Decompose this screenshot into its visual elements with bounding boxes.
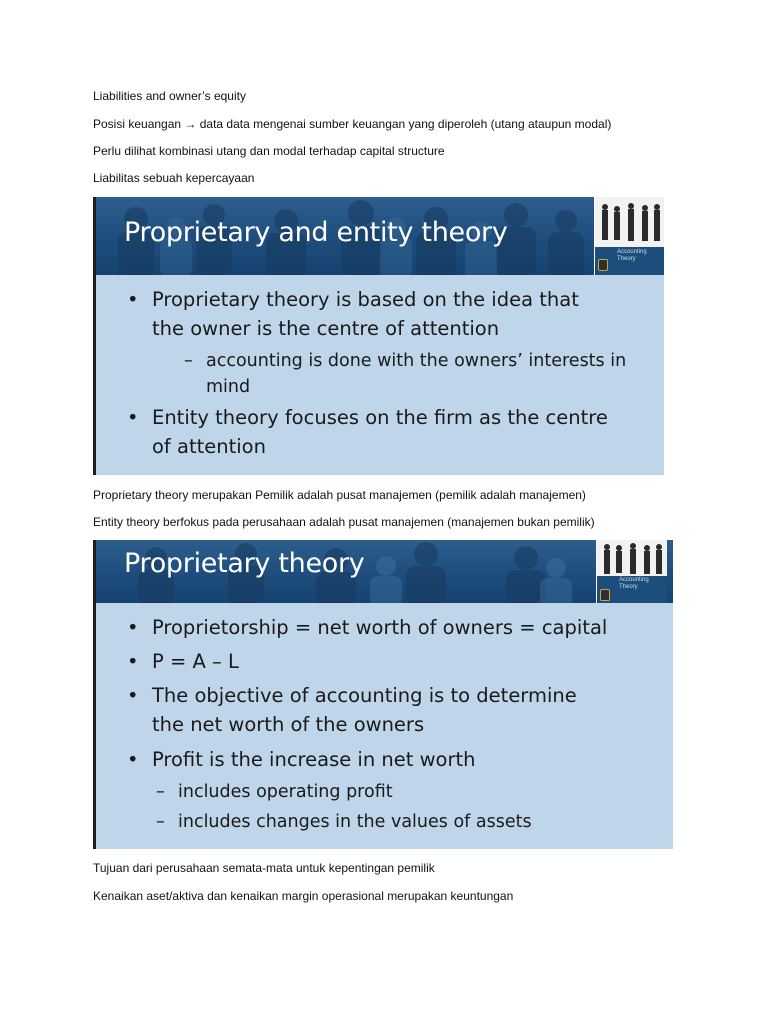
cover-photo (597, 540, 667, 576)
slide-proprietary-theory (93, 540, 673, 849)
note-financial-position: Posisi keuangan → data data mengenai sumber keuangan yang diperoleh (utang ataupun modal) (93, 117, 612, 131)
slide-header (96, 540, 673, 603)
slide-title: Proprietary theory (124, 548, 365, 579)
bullet-entity-theory: • Entity theory focuses on the firm as the centre of attention (127, 406, 608, 458)
bullet-objective: • The objective of accounting is to determine the net worth of the owners (127, 684, 577, 736)
cover-photo (595, 197, 664, 247)
cover-title: Accounting Theory (619, 577, 649, 590)
bullet-profit: • Profit is the increase in net worth (127, 748, 476, 771)
note-entity-theory: Entity theory berfokus pada perusahaan adalah pusat manajemen (manajemen bukan pemilik) (93, 515, 595, 529)
bullet-proprietorship: • Proprietorship = net worth of owners = capital (127, 616, 608, 639)
slide-body (96, 275, 664, 475)
slide-body (96, 603, 673, 849)
note-liabilities-trust: Liabilitas sebuah kepercayaan (93, 171, 255, 185)
note-capital-structure: Perlu dilihat kombinasi utang dan modal terhadap capital structure (93, 144, 445, 158)
publisher-logo-icon (598, 259, 608, 271)
book-cover-thumbnail (596, 540, 667, 603)
bullet-proprietary-theory: • Proprietary theory is based on the idea that the owner is the centre of attention (127, 288, 579, 340)
slide-proprietary-and-entity-theory (93, 197, 664, 475)
slide-header (96, 197, 664, 275)
note-asset-increase: Kenaikan aset/aktiva dan kenaikan margin operasional merupakan keuntungan (93, 889, 514, 903)
cover-title: Accounting Theory (617, 249, 647, 262)
sub-bullet-operating-profit: – includes operating profit (156, 782, 393, 802)
note-heading-liabilities: Liabilities and owner’s equity (93, 89, 246, 103)
sub-bullet-asset-values: – includes changes in the values of assets (156, 812, 532, 832)
note-company-purpose: Tujuan dari perusahaan semata-mata untuk kepentingan pemilik (93, 861, 435, 875)
sub-bullet-owners-interests: – accounting is done with the owners’ interests in mind (184, 351, 627, 397)
slide-title: Proprietary and entity theory (124, 217, 508, 248)
book-cover-thumbnail (594, 197, 664, 275)
bullet-equation: • P = A – L (127, 650, 239, 673)
note-proprietary-theory: Proprietary theory merupakan Pemilik adalah pusat manajemen (pemilik adalah manajemen) (93, 488, 586, 502)
publisher-logo-icon (600, 589, 610, 601)
